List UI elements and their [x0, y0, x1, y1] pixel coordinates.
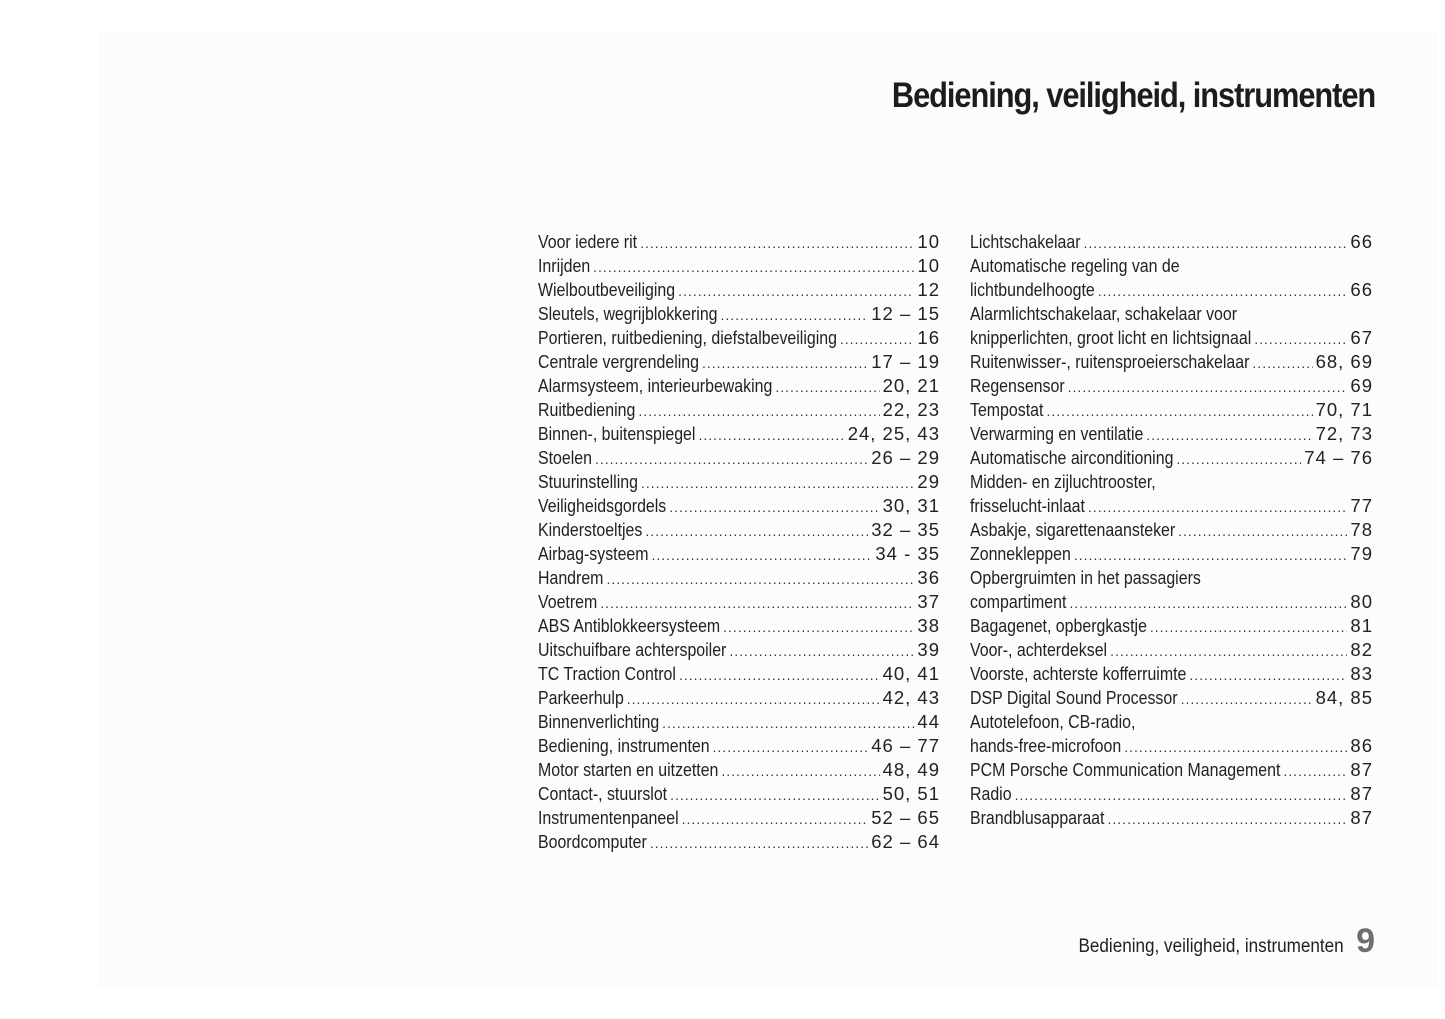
- toc-entry-title: Instrumentenpaneel: [538, 807, 679, 828]
- toc-entry-line: [970, 422, 1373, 446]
- dot-leader: [1178, 519, 1347, 543]
- toc-entry-line: [970, 686, 1373, 710]
- toc-entry-title: Centrale vergrendeling: [538, 351, 699, 372]
- toc-page-ref: 38: [917, 615, 940, 636]
- toc-entry[interactable]: [970, 614, 1373, 638]
- toc-entry[interactable]: [970, 350, 1373, 374]
- dot-leader: [679, 663, 880, 687]
- dot-leader: [1069, 591, 1347, 615]
- toc-entry[interactable]: [538, 806, 940, 830]
- dot-leader: [775, 375, 879, 399]
- toc-page-ref: 72, 73: [1315, 423, 1373, 444]
- toc-entry-title: Binnen-, buitenspiegel: [538, 423, 696, 444]
- toc-entry-line: [970, 806, 1373, 830]
- toc-page-ref: 40, 41: [882, 663, 940, 684]
- toc-page-ref: 34 - 35: [875, 543, 940, 564]
- toc-entry-title: Voorste, achterste kofferruimte: [970, 663, 1187, 684]
- toc-page-ref: 84, 85: [1315, 687, 1373, 708]
- toc-page-ref: 62 – 64: [871, 831, 940, 852]
- dot-leader: [627, 687, 880, 711]
- footer-section-title: Bediening, veiligheid, instrumenten: [1078, 936, 1345, 957]
- toc-entry[interactable]: [970, 662, 1373, 686]
- toc-page-ref: 36: [917, 567, 940, 588]
- toc-entry-title: Tempostat: [970, 399, 1044, 420]
- toc-page-ref: 87: [1350, 759, 1373, 780]
- toc-entry[interactable]: [970, 374, 1373, 398]
- toc-page-ref: 74 – 76: [1304, 447, 1373, 468]
- toc-page-ref: 67: [1350, 327, 1373, 348]
- toc-entry[interactable]: [970, 254, 1373, 302]
- toc-entry[interactable]: [538, 662, 940, 686]
- toc-page-ref: 46 – 77: [871, 735, 940, 756]
- toc-page-ref: 39: [917, 639, 940, 660]
- toc-entry[interactable]: [538, 710, 940, 734]
- toc-entry[interactable]: [538, 278, 940, 302]
- toc-entry-title: Ruitbediening: [538, 399, 636, 420]
- dot-leader: [650, 831, 868, 855]
- toc-entry[interactable]: [538, 350, 940, 374]
- toc-entry-title: DSP Digital Sound Processor: [970, 687, 1178, 708]
- toc-entry-line: [970, 470, 1373, 494]
- dot-leader: [1015, 783, 1348, 807]
- toc-entry[interactable]: [970, 518, 1373, 542]
- toc-entry-line: [970, 278, 1373, 302]
- dot-leader: [1254, 327, 1347, 351]
- dot-leader: [1068, 375, 1348, 399]
- toc-entry-line: [538, 662, 940, 686]
- dot-leader: [678, 279, 914, 303]
- toc-entry[interactable]: [970, 398, 1373, 422]
- toc-entry-title: Bagagenet, opbergkastje: [970, 615, 1147, 636]
- toc-page-ref: 79: [1350, 543, 1373, 564]
- toc-page-ref: 82: [1350, 639, 1373, 660]
- dot-leader: [702, 351, 868, 375]
- dot-leader: [713, 735, 869, 759]
- toc-entry-line: [538, 710, 940, 734]
- toc-page-ref: 66: [1350, 279, 1373, 300]
- toc-entry-title: Airbag-systeem: [538, 543, 649, 564]
- toc-entry-title: Midden- en zijluchtrooster,: [970, 471, 1156, 492]
- toc-entry-line: [538, 422, 940, 446]
- toc-entry[interactable]: [538, 830, 940, 854]
- dot-leader: [1084, 231, 1348, 255]
- toc-page-ref: 20, 21: [882, 375, 940, 396]
- dot-leader: [669, 495, 879, 519]
- toc-entry-title: Opbergruimten in het passagiers: [970, 567, 1201, 588]
- toc-entry[interactable]: [970, 302, 1373, 350]
- toc-entry-title: Portieren, ruitbediening, diefstalbeveiliging: [538, 327, 837, 348]
- toc-page-ref: 10: [917, 255, 940, 276]
- toc-entry-line: [970, 758, 1373, 782]
- toc-entry[interactable]: [538, 422, 940, 446]
- toc-entry-title: hands-free-microfoon: [970, 735, 1122, 756]
- toc-entry[interactable]: [970, 542, 1373, 566]
- toc-entry-title: Uitschuifbare achterspoiler: [538, 639, 727, 660]
- toc-entry-line: [970, 494, 1373, 518]
- toc-entry-title: TC Traction Control: [538, 663, 676, 684]
- toc-entry-line: [970, 350, 1373, 374]
- toc-entry-line: [538, 494, 940, 518]
- toc-entry-title: Motor starten en uitzetten: [538, 759, 719, 780]
- dot-leader: [600, 591, 914, 615]
- toc-entry-title: Alarmlichtschakelaar, schakelaar voor: [970, 303, 1238, 324]
- toc-entry[interactable]: [970, 446, 1373, 470]
- toc-page-ref: 16: [917, 327, 940, 348]
- toc-entry-line: [538, 638, 940, 662]
- toc-entry-title: Verwarming en ventilatie: [970, 423, 1144, 444]
- toc-page-ref: 44: [917, 711, 940, 732]
- toc-entry[interactable]: [538, 374, 940, 398]
- dot-leader: [721, 759, 879, 783]
- toc-entry[interactable]: [538, 590, 940, 614]
- toc-entry-line: [538, 230, 940, 254]
- toc-entry-line: [970, 662, 1373, 686]
- toc-entry[interactable]: [970, 758, 1373, 782]
- toc-entry[interactable]: [538, 758, 940, 782]
- toc-entry[interactable]: [538, 302, 940, 326]
- page-number: 9: [1356, 922, 1375, 960]
- toc-entry-title: Parkeerhulp: [538, 687, 624, 708]
- toc-entry-title: Brandblusapparaat: [970, 807, 1105, 828]
- toc-entry[interactable]: [970, 710, 1373, 758]
- toc-entry[interactable]: [538, 542, 940, 566]
- dot-leader: [670, 783, 879, 807]
- toc-entry-title: Automatische airconditioning: [970, 447, 1174, 468]
- toc-entry-line: [970, 614, 1373, 638]
- toc-entry[interactable]: [538, 638, 940, 662]
- toc-entry[interactable]: [538, 734, 940, 758]
- toc-entry[interactable]: [970, 638, 1373, 662]
- toc-entry-line: [538, 806, 940, 830]
- toc-entry-title: PCM Porsche Communication Management: [970, 759, 1281, 780]
- toc-page-ref: 30, 31: [882, 495, 940, 516]
- toc-entry-line: [538, 734, 940, 758]
- toc-entry-line: [538, 686, 940, 710]
- toc-entry-title: Binnenverlichting: [538, 711, 660, 732]
- toc-entry-line: [970, 590, 1373, 614]
- toc-entry-line: [970, 710, 1373, 734]
- toc-page-ref: 42, 43: [882, 687, 940, 708]
- toc-page-ref: 12 – 15: [871, 303, 940, 324]
- toc-entry-line: [970, 374, 1373, 398]
- toc-entry-line: [970, 326, 1373, 350]
- dot-leader: [651, 543, 872, 567]
- toc-page-ref: 26 – 29: [871, 447, 940, 468]
- toc-page-ref: 22, 23: [882, 399, 940, 420]
- dot-leader: [641, 471, 914, 495]
- dot-leader: [638, 399, 879, 423]
- toc-page-ref: 66: [1350, 231, 1373, 252]
- dot-leader: [1150, 615, 1348, 639]
- toc-entry[interactable]: [970, 230, 1373, 254]
- toc-entry-line: [538, 302, 940, 326]
- toc-entry-title: Regensensor: [970, 375, 1065, 396]
- toc-entry-line: [538, 350, 940, 374]
- toc-page-ref: 37: [917, 591, 940, 612]
- toc-page-ref: 78: [1350, 519, 1373, 540]
- dot-leader: [1074, 543, 1348, 567]
- toc-entry-line: [970, 254, 1373, 278]
- toc-entry-title: Stoelen: [538, 447, 592, 468]
- toc-entry-title: Boordcomputer: [538, 831, 647, 852]
- toc-entry-title: Kinderstoeltjes: [538, 519, 643, 540]
- toc-page-ref: 12: [917, 279, 940, 300]
- toc-entry-line: [970, 542, 1373, 566]
- toc-entry[interactable]: [538, 494, 940, 518]
- toc-entry-title: ABS Antiblokkeersysteem: [538, 615, 721, 636]
- toc-page-ref: 48, 49: [882, 759, 940, 780]
- dot-leader: [1124, 735, 1347, 759]
- toc-entry[interactable]: [970, 422, 1373, 446]
- dot-leader: [721, 303, 869, 327]
- dot-leader: [1283, 759, 1347, 783]
- dot-leader: [662, 711, 914, 735]
- toc-entry[interactable]: [970, 806, 1373, 830]
- toc-entry-line: [538, 566, 940, 590]
- toc-entry-title: Autotelefoon, CB-radio,: [970, 711, 1136, 732]
- toc-entry-title: Inrijden: [538, 255, 591, 276]
- toc-entry-title: Handrem: [538, 567, 604, 588]
- toc-entry[interactable]: [538, 446, 940, 470]
- toc-page-ref: 70, 71: [1315, 399, 1373, 420]
- toc-entry-line: [538, 830, 940, 854]
- toc-entry-line: [538, 278, 940, 302]
- toc-entry-line: [538, 758, 940, 782]
- toc-page-ref: 86: [1350, 735, 1373, 756]
- toc-entry-title: Voetrem: [538, 591, 598, 612]
- toc-entry-title: Voor iedere rit: [538, 231, 638, 252]
- dot-leader: [729, 639, 914, 663]
- toc-page-ref: 69: [1350, 375, 1373, 396]
- toc-column-left: [538, 230, 940, 854]
- toc-page-ref: 77: [1350, 495, 1373, 516]
- toc-entry-title: Lichtschakelaar: [970, 231, 1081, 252]
- toc-entry[interactable]: [538, 326, 940, 350]
- dot-leader: [1046, 399, 1312, 423]
- toc-entry-title: Contact-, stuurslot: [538, 783, 668, 804]
- dot-leader: [1252, 351, 1312, 375]
- toc-entry[interactable]: [538, 782, 940, 806]
- toc-entry-line: [538, 542, 940, 566]
- toc-page-ref: 81: [1350, 615, 1373, 636]
- toc-entry[interactable]: [970, 686, 1373, 710]
- toc-entry[interactable]: [538, 614, 940, 638]
- toc-entry-line: [970, 398, 1373, 422]
- toc-page-ref: 10: [917, 231, 940, 252]
- toc-entry-line: [970, 734, 1373, 758]
- toc-page-ref: 80: [1350, 591, 1373, 612]
- toc-entry-title: Veiligheidsgordels: [538, 495, 667, 516]
- toc-entry-title: Alarmsysteem, interieurbewaking: [538, 375, 773, 396]
- toc-page-ref: 87: [1350, 807, 1373, 828]
- toc-entry-line: [538, 470, 940, 494]
- dot-leader: [1110, 639, 1347, 663]
- toc-entry[interactable]: [970, 470, 1373, 518]
- dot-leader: [606, 567, 914, 591]
- dot-leader: [1098, 279, 1348, 303]
- toc-entry-line: [538, 254, 940, 278]
- dot-leader: [1176, 447, 1301, 471]
- toc-page-ref: 29: [917, 471, 940, 492]
- toc-entry[interactable]: [538, 230, 940, 254]
- toc-entry-title: Asbakje, sigarettenaansteker: [970, 519, 1176, 540]
- toc-entry-title: lichtbundelhoogte: [970, 279, 1095, 300]
- dot-leader: [1181, 687, 1313, 711]
- toc-entry-line: [970, 518, 1373, 542]
- toc-entry-title: Radio: [970, 783, 1012, 804]
- toc-entry[interactable]: [538, 398, 940, 422]
- toc-entry[interactable]: [538, 686, 940, 710]
- dot-leader: [1088, 495, 1348, 519]
- toc-entry-title: Zonnekleppen: [970, 543, 1071, 564]
- dot-leader: [645, 519, 868, 543]
- toc-page-ref: 50, 51: [882, 783, 940, 804]
- toc-entry-title: frisselucht-inlaat: [970, 495, 1085, 516]
- toc-entry[interactable]: [970, 782, 1373, 806]
- dot-leader: [1146, 423, 1312, 447]
- toc-entry-line: [970, 302, 1373, 326]
- toc-column-right: [970, 230, 1373, 830]
- toc-entry[interactable]: [538, 470, 940, 494]
- toc-entry-title: Ruitenwisser-, ruitensproeierschakelaar: [970, 351, 1250, 372]
- toc-entry-line: [538, 374, 940, 398]
- dot-leader: [1108, 807, 1348, 831]
- toc-entry-line: [538, 446, 940, 470]
- dot-leader: [682, 807, 869, 831]
- toc-page-ref: 17 – 19: [871, 351, 940, 372]
- toc-page-ref: 24, 25, 43: [847, 423, 940, 444]
- toc-entry-title: Automatische regeling van de: [970, 255, 1180, 276]
- toc-entry-line: [538, 326, 940, 350]
- toc-entry-title: knipperlichten, groot licht en lichtsignaal: [970, 327, 1252, 348]
- toc-entry-line: [538, 398, 940, 422]
- toc-entry[interactable]: [538, 518, 940, 542]
- toc-page-ref: 32 – 35: [871, 519, 940, 540]
- toc-entry-title: Sleutels, wegrijblokkering: [538, 303, 718, 324]
- toc-entry-line: [538, 614, 940, 638]
- dot-leader: [1189, 663, 1347, 687]
- toc-entry-line: [970, 446, 1373, 470]
- page-footer: [1049, 922, 1375, 961]
- dot-leader: [723, 615, 914, 639]
- toc-entry-line: [538, 518, 940, 542]
- toc-entry-title: Stuurinstelling: [538, 471, 638, 492]
- toc-entry-line: [970, 230, 1373, 254]
- dot-leader: [593, 255, 914, 279]
- toc-entry-title: Voor-, achterdeksel: [970, 639, 1108, 660]
- toc-entry-title: Bediening, instrumenten: [538, 735, 710, 756]
- toc-page-ref: 52 – 65: [871, 807, 940, 828]
- toc-page-ref: 68, 69: [1315, 351, 1373, 372]
- dot-leader: [640, 231, 914, 255]
- toc-entry-title: compartiment: [970, 591, 1067, 612]
- toc-entry-line: [538, 590, 940, 614]
- toc-entry-line: [970, 638, 1373, 662]
- dot-leader: [840, 327, 915, 351]
- toc-entry[interactable]: [538, 254, 940, 278]
- toc-entry-line: [538, 782, 940, 806]
- dot-leader: [595, 447, 868, 471]
- toc-entry[interactable]: [538, 566, 940, 590]
- dot-leader: [698, 423, 844, 447]
- toc-entry-line: [970, 566, 1373, 590]
- toc-entry-title: Wielboutbeveiliging: [538, 279, 676, 300]
- toc-entry[interactable]: [970, 566, 1373, 614]
- toc-page-ref: 83: [1350, 663, 1373, 684]
- page-title: Bediening, veiligheid, instrumenten: [891, 76, 1375, 115]
- toc-page-ref: 87: [1350, 783, 1373, 804]
- toc-entry-line: [970, 782, 1373, 806]
